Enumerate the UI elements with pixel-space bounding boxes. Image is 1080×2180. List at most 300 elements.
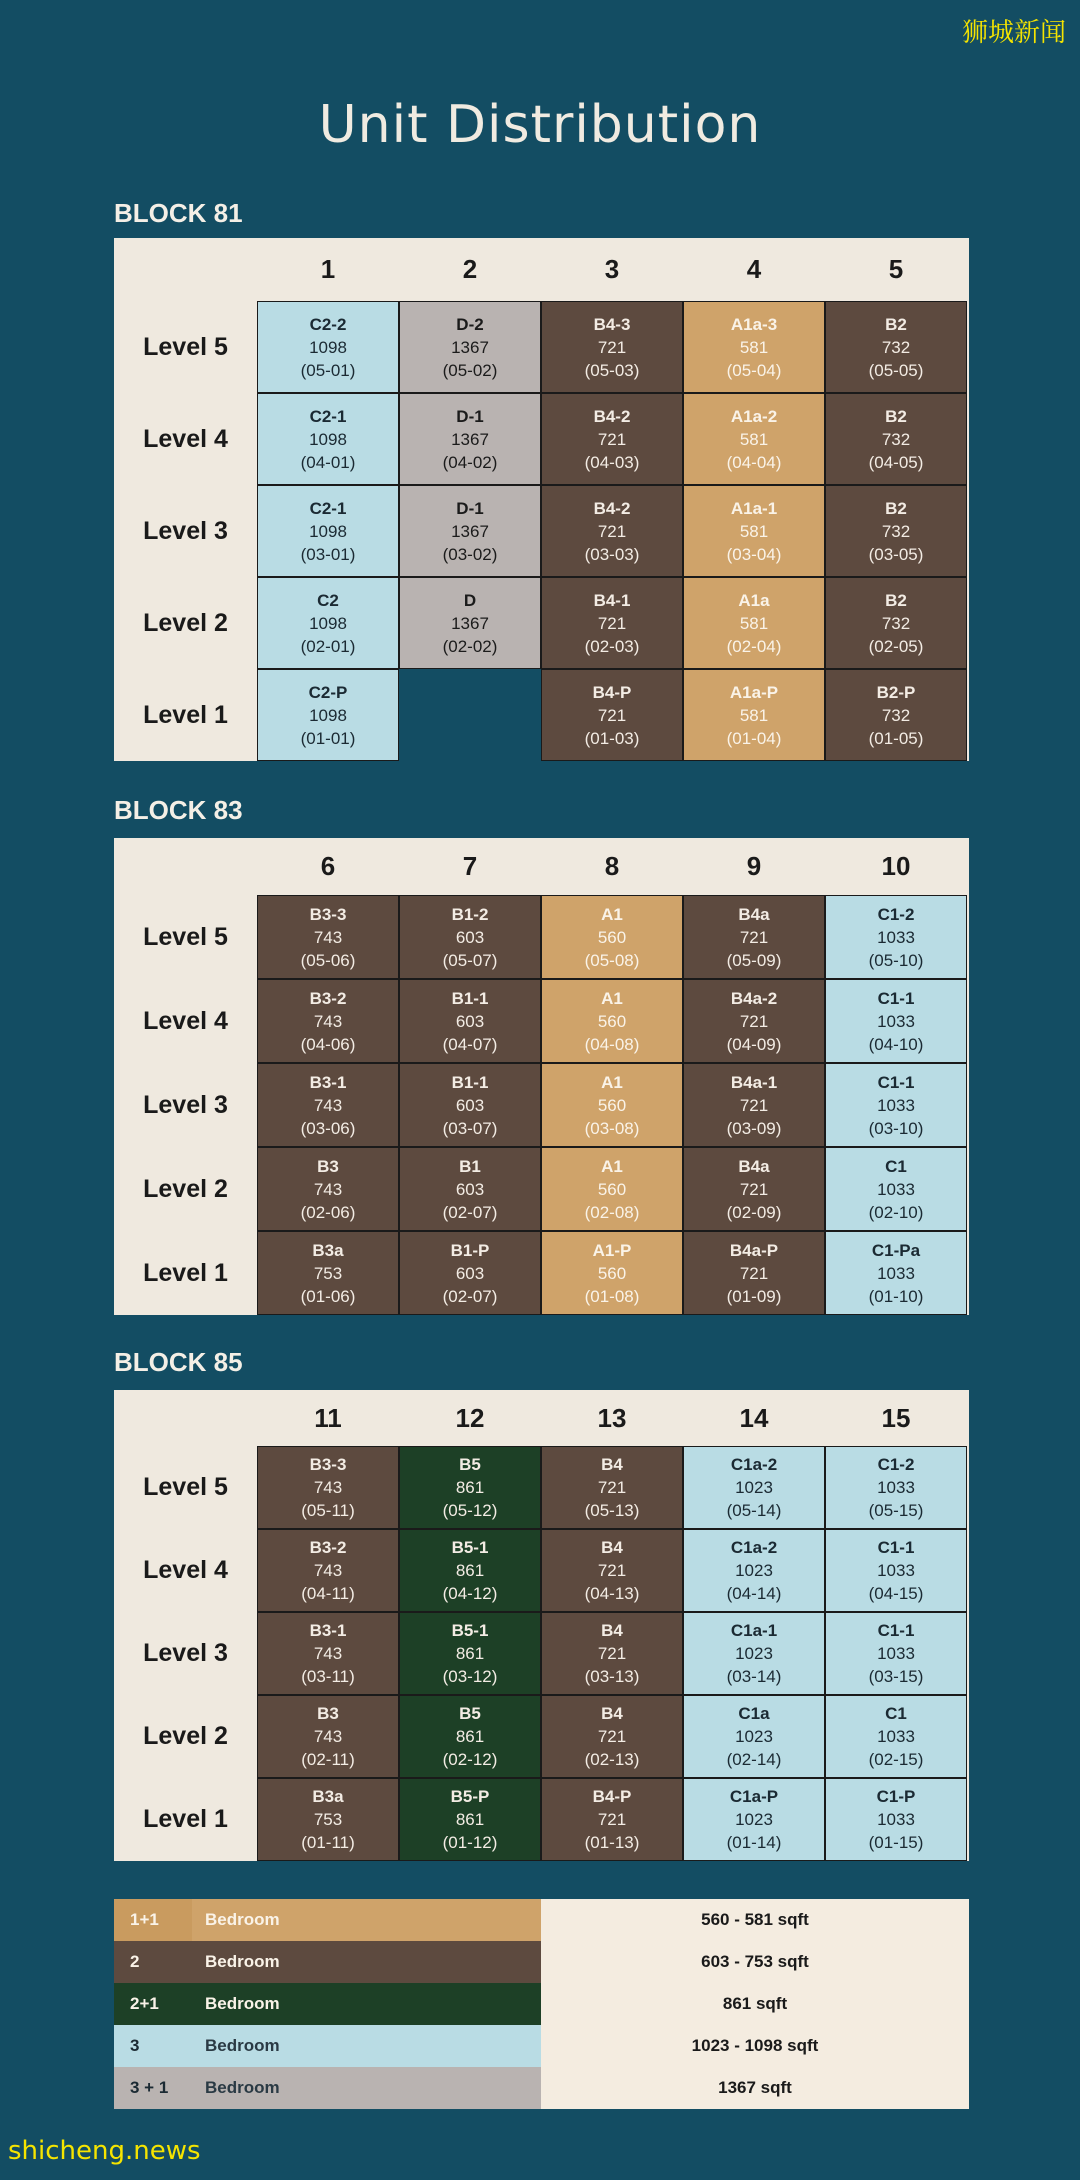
unit-size: 1033 — [877, 1727, 915, 1746]
unit-size: 581 — [739, 429, 769, 449]
unit-type: B3-1 — [309, 1072, 347, 1092]
unit-cell — [825, 1529, 967, 1612]
unit-cell — [541, 577, 683, 669]
unit-type: D-1 — [456, 498, 484, 518]
unit-type: C1-1 — [877, 988, 915, 1008]
unit-grid — [114, 1390, 969, 1861]
unit-cell — [257, 895, 399, 979]
legend-code: 3 + 1 — [114, 2067, 192, 2109]
unit-code: (04-04) — [726, 452, 782, 472]
unit-cell — [399, 1778, 541, 1861]
unit-type: B1-1 — [451, 988, 489, 1008]
grid-corner — [114, 238, 257, 301]
unit-size: 861 — [455, 1810, 485, 1829]
column-header: 2 — [462, 254, 478, 284]
unit-size: 743 — [313, 1095, 343, 1115]
unit-size: 732 — [881, 613, 911, 633]
legend-row — [114, 2067, 969, 2109]
unit-code: (03-14) — [726, 1667, 782, 1686]
unit-cell — [257, 393, 399, 485]
unit-cell — [257, 301, 399, 393]
unit-type: A1-P — [592, 1240, 632, 1260]
unit-type: C1-1 — [877, 1538, 915, 1557]
legend-row — [114, 1983, 969, 2025]
unit-cell — [683, 1147, 825, 1231]
unit-code: (05-12) — [442, 1501, 498, 1520]
unit-size: 1098 — [309, 429, 347, 449]
unit-code: (05-14) — [726, 1501, 782, 1520]
unit-code: (01-15) — [868, 1833, 924, 1852]
unit-code: (03-08) — [584, 1118, 640, 1138]
unit-type: C1a-1 — [730, 1621, 778, 1640]
unit-type: B4 — [601, 1704, 623, 1723]
unit-type: C1 — [885, 1156, 907, 1176]
unit-code: (05-13) — [584, 1501, 640, 1520]
unit-cell — [541, 1695, 683, 1778]
unit-code: (02-08) — [584, 1202, 640, 1222]
unit-code: (03-10) — [868, 1118, 924, 1138]
unit-cell — [825, 1695, 967, 1778]
column-header: 14 — [739, 1402, 769, 1433]
unit-cell — [541, 1612, 683, 1695]
unit-cell — [257, 1612, 399, 1695]
row-header-level: Level 1 — [143, 700, 228, 729]
unit-code: (04-09) — [726, 1034, 782, 1054]
unit-cell — [541, 979, 683, 1063]
unit-cell — [683, 485, 825, 577]
unit-cell — [825, 1063, 967, 1147]
unit-code: (04-10) — [868, 1034, 924, 1054]
column-header: 3 — [604, 254, 620, 284]
legend-label: Bedroom — [192, 1983, 541, 2025]
legend-range: 1023 - 1098 sqft — [541, 2025, 969, 2067]
unit-cell — [825, 485, 967, 577]
unit-code: (01-12) — [442, 1833, 498, 1852]
unit-cell — [825, 1446, 967, 1529]
unit-type: B4a — [738, 1156, 770, 1176]
unit-size: 743 — [313, 1011, 343, 1031]
unit-code: (05-09) — [726, 950, 782, 970]
unit-code: (02-06) — [300, 1202, 356, 1222]
unit-cell — [541, 1231, 683, 1315]
unit-size: 581 — [739, 705, 769, 725]
unit-size: 721 — [597, 337, 627, 357]
empty-cell — [399, 669, 541, 761]
row-header-level: Level 2 — [143, 1174, 228, 1203]
unit-size: 603 — [455, 1263, 485, 1283]
unit-type: B3-3 — [309, 904, 347, 924]
unit-type: C1a — [738, 1704, 770, 1723]
unit-cell — [399, 577, 541, 669]
unit-cell — [541, 1063, 683, 1147]
row-header-level: Level 5 — [143, 922, 228, 951]
unit-size: 721 — [597, 705, 627, 725]
unit-type: B2-P — [876, 682, 916, 702]
unit-size: 721 — [597, 1478, 627, 1497]
unit-size: 861 — [455, 1478, 485, 1497]
unit-size: 721 — [597, 1727, 627, 1746]
unit-type: B1-P — [450, 1240, 490, 1260]
unit-type: A1a — [738, 590, 770, 610]
unit-cell — [541, 895, 683, 979]
unit-type: B1-1 — [451, 1072, 489, 1092]
unit-code: (04-15) — [868, 1584, 924, 1603]
unit-size: 1367 — [451, 521, 489, 541]
legend-row — [114, 1899, 969, 1941]
unit-size: 721 — [739, 1263, 769, 1283]
unit-cell — [683, 301, 825, 393]
unit-code: (02-07) — [442, 1202, 498, 1222]
unit-type: B4-P — [592, 682, 632, 702]
unit-type: A1 — [601, 904, 623, 924]
row-header-level: Level 4 — [143, 1556, 228, 1584]
legend-code: 2 — [114, 1941, 192, 1983]
unit-code: (02-01) — [300, 636, 356, 656]
unit-size: 721 — [739, 1179, 769, 1199]
unit-type: B1-2 — [451, 904, 489, 924]
unit-size: 861 — [455, 1727, 485, 1746]
unit-code: (01-08) — [584, 1286, 640, 1306]
unit-cell — [825, 669, 967, 761]
unit-code: (05-04) — [726, 360, 782, 380]
unit-size: 743 — [313, 1644, 343, 1663]
unit-type: B4-2 — [593, 406, 631, 426]
column-header: 12 — [455, 1402, 485, 1433]
unit-cell — [683, 1612, 825, 1695]
unit-code: (02-10) — [868, 1202, 924, 1222]
unit-code: (05-02) — [442, 360, 498, 380]
unit-code: (02-15) — [868, 1750, 924, 1769]
column-header: 5 — [888, 254, 904, 284]
unit-size: 581 — [739, 337, 769, 357]
unit-type: D-2 — [456, 314, 484, 334]
unit-cell — [825, 1147, 967, 1231]
unit-code: (03-03) — [584, 544, 640, 564]
unit-type: C1-P — [876, 1787, 916, 1806]
unit-size: 1033 — [877, 1179, 915, 1199]
unit-type: B3 — [317, 1704, 339, 1723]
unit-type: C1-Pa — [871, 1240, 921, 1260]
unit-code: (03-07) — [442, 1118, 498, 1138]
unit-type: B2 — [885, 498, 907, 518]
unit-cell — [399, 1695, 541, 1778]
unit-code: (02-14) — [726, 1750, 782, 1769]
legend — [114, 1899, 969, 2109]
unit-code: (01-11) — [301, 1833, 355, 1852]
unit-code: (05-01) — [300, 360, 356, 380]
unit-cell — [825, 1778, 967, 1861]
row-header-level: Level 4 — [143, 424, 228, 453]
unit-code: (01-10) — [868, 1286, 924, 1306]
unit-type: B5-1 — [451, 1621, 489, 1640]
unit-code: (05-15) — [868, 1501, 924, 1520]
watermark-top: 狮城新闻 — [961, 18, 1066, 48]
unit-cell — [825, 895, 967, 979]
unit-type: C1-1 — [877, 1072, 915, 1092]
unit-type: B5-P — [450, 1787, 490, 1806]
unit-cell — [541, 1446, 683, 1529]
unit-code: (01-06) — [300, 1286, 356, 1306]
unit-size: 732 — [881, 705, 911, 725]
column-header: 6 — [320, 851, 336, 881]
unit-type: C2-2 — [309, 314, 347, 334]
unit-size: 1033 — [877, 1644, 915, 1663]
unit-cell — [257, 1778, 399, 1861]
legend-range: 1367 sqft — [541, 2067, 969, 2109]
unit-size: 1098 — [309, 613, 347, 633]
unit-cell — [257, 1231, 399, 1315]
unit-cell — [399, 1446, 541, 1529]
block-title: BLOCK 83 — [114, 795, 243, 825]
unit-size: 1098 — [309, 337, 347, 357]
unit-cell — [257, 1063, 399, 1147]
unit-cell — [257, 1147, 399, 1231]
unit-cell — [541, 393, 683, 485]
unit-size: 603 — [455, 1095, 485, 1115]
watermark-bottom: shicheng.news — [8, 2136, 201, 2166]
unit-type: B4a-1 — [730, 1072, 778, 1092]
column-header: 15 — [881, 1402, 911, 1433]
unit-code: (02-07) — [442, 1286, 498, 1306]
unit-cell — [825, 1612, 967, 1695]
unit-type: B4a-2 — [730, 988, 778, 1008]
unit-cell — [257, 577, 399, 669]
unit-cell — [683, 979, 825, 1063]
unit-cell — [399, 979, 541, 1063]
unit-size: 1033 — [877, 927, 915, 947]
unit-code: (03-09) — [726, 1118, 782, 1138]
unit-code: (01-09) — [726, 1286, 782, 1306]
unit-size: 1033 — [877, 1263, 915, 1283]
unit-type: A1a-2 — [730, 406, 778, 426]
unit-type: B5 — [459, 1455, 481, 1474]
unit-cell — [399, 393, 541, 485]
unit-code: (02-09) — [726, 1202, 782, 1222]
unit-size: 861 — [455, 1644, 485, 1663]
unit-type: D — [463, 590, 477, 610]
legend-code: 3 — [114, 2025, 192, 2067]
unit-cell — [825, 1231, 967, 1315]
unit-code: (04-01) — [300, 452, 356, 472]
unit-code: (03-02) — [442, 544, 498, 564]
unit-type: B3a — [312, 1240, 344, 1260]
grid-corner — [114, 838, 257, 895]
unit-cell — [541, 1529, 683, 1612]
legend-code: 2+1 — [114, 1983, 192, 2025]
unit-code: (05-07) — [442, 950, 498, 970]
row-header-level: Level 5 — [143, 1473, 228, 1501]
legend-label: Bedroom — [192, 1899, 541, 1941]
legend-range: 603 - 753 sqft — [541, 1941, 969, 1983]
legend-range: 560 - 581 sqft — [541, 1899, 969, 1941]
unit-size: 603 — [455, 1179, 485, 1199]
row-header-level: Level 1 — [143, 1258, 228, 1287]
unit-cell — [683, 393, 825, 485]
unit-size: 1033 — [877, 1810, 915, 1829]
unit-size: 743 — [313, 1561, 343, 1580]
unit-code: (04-11) — [301, 1584, 355, 1603]
unit-code: (04-13) — [584, 1584, 640, 1603]
unit-type: C1a-2 — [730, 1455, 778, 1474]
unit-cell — [257, 1695, 399, 1778]
legend-code: 1+1 — [114, 1899, 192, 1941]
unit-size: 743 — [313, 1179, 343, 1199]
unit-type: A1 — [601, 1156, 623, 1176]
unit-type: C1-2 — [877, 904, 915, 924]
column-header: 11 — [314, 1402, 342, 1433]
unit-size: 721 — [597, 1810, 627, 1829]
unit-cell — [541, 1778, 683, 1861]
unit-cell — [399, 485, 541, 577]
unit-code: (02-05) — [868, 636, 924, 656]
unit-code: (03-15) — [868, 1667, 924, 1686]
unit-size: 721 — [739, 1011, 769, 1031]
unit-code: (04-14) — [726, 1584, 782, 1603]
unit-code: (01-03) — [584, 728, 640, 748]
unit-code: (04-08) — [584, 1034, 640, 1054]
unit-cell — [825, 393, 967, 485]
unit-type: B5 — [459, 1704, 481, 1723]
row-header-level: Level 4 — [143, 1006, 228, 1035]
column-header: 4 — [746, 254, 762, 284]
unit-type: B2 — [885, 314, 907, 334]
unit-type: A1 — [601, 1072, 623, 1092]
unit-code: (03-12) — [442, 1667, 498, 1686]
unit-code: (02-02) — [442, 636, 498, 656]
unit-cell — [257, 979, 399, 1063]
unit-code: (04-03) — [584, 452, 640, 472]
unit-grid — [114, 238, 969, 761]
unit-size: 1033 — [877, 1478, 915, 1497]
unit-size: 1098 — [309, 705, 347, 725]
unit-code: (01-04) — [726, 728, 782, 748]
unit-size: 721 — [739, 927, 769, 947]
unit-size: 1033 — [877, 1095, 915, 1115]
unit-size: 1023 — [735, 1561, 773, 1580]
legend-row — [114, 2025, 969, 2067]
legend-label: Bedroom — [192, 2025, 541, 2067]
unit-size: 1367 — [451, 613, 489, 633]
unit-type: C1-1 — [877, 1621, 915, 1640]
unit-type: B4-2 — [593, 498, 631, 518]
unit-code: (04-02) — [442, 452, 498, 472]
unit-code: (05-06) — [300, 950, 356, 970]
unit-type: B4-1 — [593, 590, 631, 610]
unit-code: (05-03) — [584, 360, 640, 380]
unit-type: A1a-P — [729, 682, 779, 702]
unit-code: (03-04) — [726, 544, 782, 564]
unit-code: (03-13) — [584, 1667, 640, 1686]
unit-type: C2-P — [308, 682, 348, 702]
unit-code: (01-05) — [868, 728, 924, 748]
unit-grid — [114, 838, 969, 1315]
unit-type: B4 — [601, 1621, 623, 1640]
unit-code: (02-03) — [584, 636, 640, 656]
unit-cell — [683, 895, 825, 979]
row-header-level: Level 3 — [143, 1090, 228, 1119]
unit-cell — [683, 1063, 825, 1147]
unit-type: C2 — [317, 590, 339, 610]
unit-type: B3-1 — [309, 1621, 347, 1640]
unit-size: 732 — [881, 429, 911, 449]
unit-code: (02-13) — [584, 1750, 640, 1769]
unit-type: A1a-1 — [730, 498, 778, 518]
row-header-level: Level 1 — [143, 1805, 228, 1833]
column-header: 8 — [604, 851, 620, 881]
legend-row — [114, 1941, 969, 1983]
unit-cell — [683, 1446, 825, 1529]
column-header: 9 — [746, 851, 762, 881]
unit-cell — [825, 577, 967, 669]
unit-type: C2-1 — [309, 498, 347, 518]
unit-cell — [399, 301, 541, 393]
unit-type: B3-3 — [309, 1455, 347, 1474]
unit-cell — [257, 669, 399, 761]
unit-cell — [683, 1695, 825, 1778]
unit-type: B4a — [738, 904, 770, 924]
unit-size: 861 — [455, 1561, 485, 1580]
row-header-level: Level 2 — [143, 608, 228, 637]
unit-type: C1-2 — [877, 1455, 915, 1474]
unit-size: 1367 — [451, 337, 489, 357]
unit-code: (05-08) — [584, 950, 640, 970]
unit-size: 560 — [597, 1011, 627, 1031]
legend-label: Bedroom — [192, 1941, 541, 1983]
unit-size: 721 — [597, 521, 627, 541]
unit-size: 603 — [455, 927, 485, 947]
unit-size: 732 — [881, 521, 911, 541]
unit-type: B3-2 — [309, 1538, 347, 1557]
unit-code: (01-13) — [584, 1833, 640, 1852]
unit-code: (04-07) — [442, 1034, 498, 1054]
unit-cell — [257, 485, 399, 577]
unit-cell — [257, 1529, 399, 1612]
unit-size: 560 — [597, 1095, 627, 1115]
unit-type: C1a-2 — [730, 1538, 778, 1557]
unit-type: B3a — [312, 1787, 344, 1806]
unit-type: A1a-3 — [730, 314, 778, 334]
unit-size: 743 — [313, 1478, 343, 1497]
unit-size: 1033 — [877, 1011, 915, 1031]
block-title: BLOCK 85 — [114, 1347, 243, 1377]
unit-cell — [541, 1147, 683, 1231]
row-header-level: Level 3 — [143, 1639, 228, 1667]
unit-size: 753 — [313, 1810, 343, 1829]
unit-size: 560 — [597, 1263, 627, 1283]
unit-code: (02-12) — [442, 1750, 498, 1769]
unit-size: 1023 — [735, 1727, 773, 1746]
unit-cell — [825, 979, 967, 1063]
unit-cell — [541, 301, 683, 393]
unit-code: (05-11) — [301, 1501, 355, 1520]
unit-size: 721 — [739, 1095, 769, 1115]
row-header-level: Level 3 — [143, 516, 228, 545]
unit-size: 1023 — [735, 1644, 773, 1663]
column-header: 10 — [881, 851, 911, 881]
unit-code: (01-01) — [300, 728, 356, 748]
unit-type: A1 — [601, 988, 623, 1008]
block-title: BLOCK 81 — [114, 198, 243, 228]
unit-size: 581 — [739, 521, 769, 541]
row-header-level: Level 5 — [143, 332, 228, 361]
unit-size: 1367 — [451, 429, 489, 449]
unit-cell — [399, 1231, 541, 1315]
unit-type: B5-1 — [451, 1538, 489, 1557]
unit-type: B4a-P — [729, 1240, 779, 1260]
unit-size: 1023 — [735, 1810, 773, 1829]
unit-size: 721 — [597, 613, 627, 633]
unit-size: 743 — [313, 1727, 343, 1746]
